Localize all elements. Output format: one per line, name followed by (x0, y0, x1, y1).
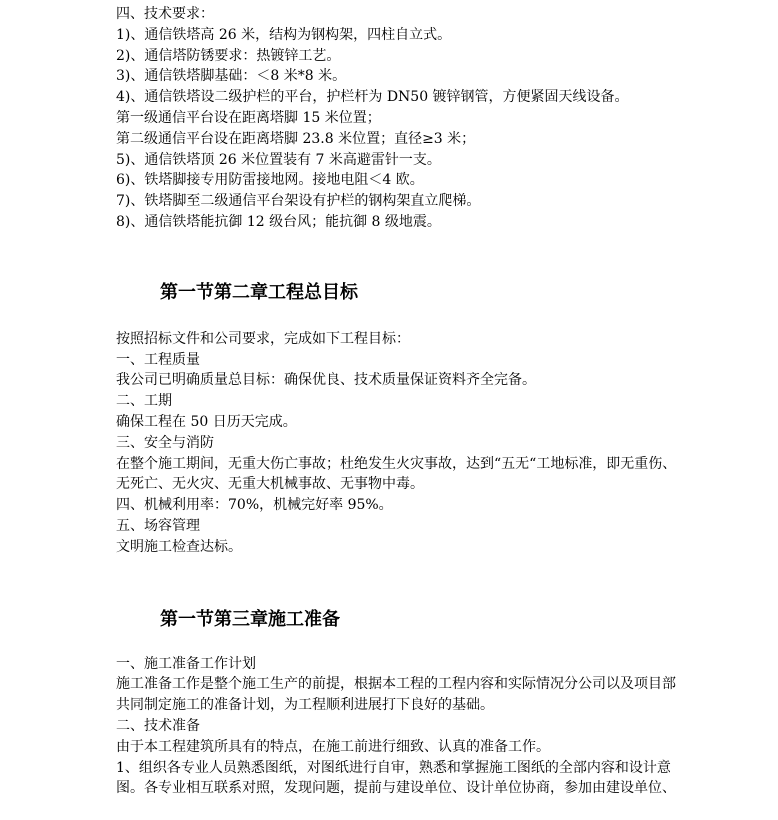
tech-requirements-heading: 四、技术要求： (116, 6, 214, 22)
chapter2-line: 按照招标文件和公司要求，完成如下工程目标： (116, 330, 410, 347)
spacer (116, 233, 676, 281)
tech-item: 6)、铁塔脚接专用防雷接地网。接地电阻＜4 欧。 (116, 172, 424, 189)
chapter3-line: 1、组织各专业人员熟悉图纸，对图纸进行自审，熟悉和掌握施工图纸的全部内容和设计意 (116, 759, 671, 776)
chapter3-line: 施工准备工作是整个施工生产的前提，根据本工程的工程内容和实际情况分公司以及项目部 (116, 676, 676, 693)
chapter2-line: 四、机械利用率：70%，机械完好率 95%。 (116, 497, 393, 514)
spacer (116, 305, 676, 329)
chapter3-line: 由于本工程建筑所具有的特点，在施工前进行细致、认真的准备工作。 (116, 738, 550, 755)
spacer (116, 632, 676, 654)
chapter2-title: 第一节第二章工程总目标 (160, 281, 358, 303)
chapter2-line: 三、安全与消防 (116, 434, 214, 451)
chapter2-line: 我公司已明确质量总目标：确保优良、技术质量保证资料齐全完备。 (116, 372, 536, 389)
document-page (116, 4, 676, 799)
tech-item: 7)、铁塔脚至二级通信平台架设有护栏的钢构架直立爬梯。 (116, 193, 481, 210)
chapter3-line: 二、技术准备 (116, 717, 200, 734)
chapter2-line: 一、工程质量 (116, 351, 200, 368)
tech-item: 4)、通信铁塔设二级护栏的平台，护栏杆为 DN50 镀锌钢管，方便紧固天线设备。 (116, 89, 629, 106)
chapter3-line: 图。各专业相互联系对照，发现问题，提前与建设单位、设计单位协商，参加由建设单位、 (116, 780, 676, 797)
tech-item: 第二级通信平台设在距离塔脚 23.8 米位置；直径≥3 米； (116, 130, 476, 147)
tech-item: 1)、通信铁塔高 26 米，结构为钢构架，四柱自立式。 (116, 26, 452, 43)
tech-item: 3)、通信铁塔脚基础：＜8 米*8 米。 (116, 68, 347, 85)
tech-item: 5)、通信铁塔顶 26 米位置装有 7 米高避雷针一支。 (116, 151, 441, 168)
chapter3-line: 一、施工准备工作计划 (116, 655, 256, 672)
spacer (116, 558, 676, 608)
chapter3-line: 共同制定施工的准备计划，为工程顺利进展打下良好的基础。 (116, 697, 494, 714)
chapter3-title: 第一节第三章施工准备 (160, 608, 340, 630)
tech-item: 8)、通信铁塔能抗御 12 级台风；能抗御 8 级地震。 (116, 213, 441, 230)
tech-item: 2)、通信塔防锈要求：热镀锌工艺。 (116, 47, 341, 64)
chapter2-line: 二、工期 (116, 393, 172, 410)
tech-item: 第一级通信平台设在距离塔脚 15 米位置； (116, 109, 381, 126)
chapter2-line: 五、场容管理 (116, 517, 200, 534)
chapter2-line: 在整个施工期间，无重大伤亡事故；杜绝发生火灾事故，达到“五无“工地标准，即无重伤、 (116, 455, 676, 472)
chapter2-line: 文明施工检查达标。 (116, 538, 242, 555)
chapter2-line: 确保工程在 50 日历天完成。 (116, 413, 297, 430)
chapter2-line: 无死亡、无火灾、无重大机械事故、无事物中毒。 (116, 476, 424, 493)
